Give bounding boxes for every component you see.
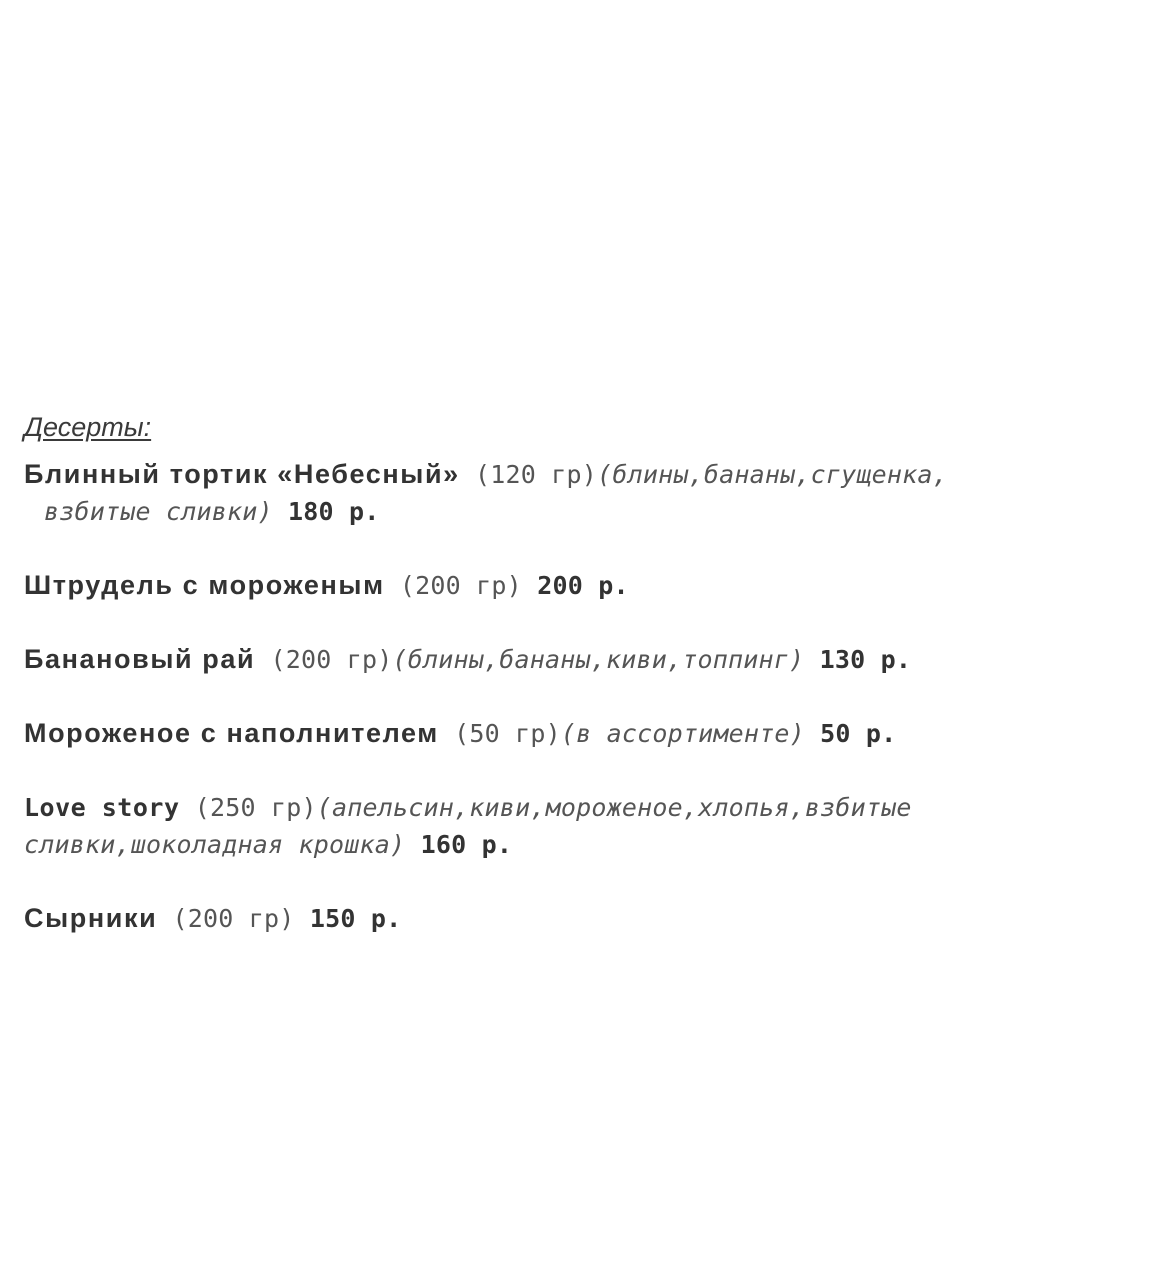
item-description: (блины,бананы,киви,топпинг): [392, 645, 805, 674]
item-description: (апельсин,киви,мороженое,хлопья,взбитые: [316, 793, 912, 822]
menu-item-morozhenoe: [24, 715, 1154, 752]
item-weight: (200 гр): [270, 645, 393, 674]
menu-item-love-story: [24, 789, 1154, 863]
item-weight: (120 гр): [475, 460, 598, 489]
menu-item-strudel: [24, 567, 1154, 604]
menu-item-syrniki: [24, 900, 1154, 937]
item-weight: (200 гр): [399, 571, 522, 600]
item-price: 130 р.: [819, 645, 912, 674]
item-name: Банановый рай: [24, 644, 256, 674]
item-price: 160 р.: [420, 830, 513, 859]
item-description-continued: сливки,шоколадная крошка): [24, 830, 406, 859]
dessert-menu: [24, 406, 1154, 974]
item-name: Штрудель с мороженым: [24, 570, 385, 600]
menu-heading: Десерты:: [24, 412, 152, 442]
item-name: Сырники: [24, 903, 158, 933]
item-name: Мороженое с наполнителем: [24, 718, 439, 748]
item-price: 50 р.: [820, 719, 897, 748]
item-name: Love story: [24, 793, 180, 822]
item-price: 180 р.: [288, 497, 380, 526]
item-price: 150 р.: [309, 904, 402, 933]
item-weight: (200 гр): [172, 904, 295, 933]
item-description-continued: взбитые сливки): [44, 497, 273, 526]
item-name: Блинный тортик «Небесный»: [24, 459, 460, 489]
item-description: (блины,бананы,сгущенка,: [597, 460, 948, 489]
menu-item-blinny-tortik: [24, 456, 1154, 530]
item-description: (в ассортименте): [560, 719, 805, 748]
menu-item-bananovy-ray: [24, 641, 1154, 678]
item-weight: (250 гр): [194, 793, 317, 822]
item-price: 200 р.: [537, 571, 629, 600]
item-weight: (50 гр): [454, 719, 561, 748]
